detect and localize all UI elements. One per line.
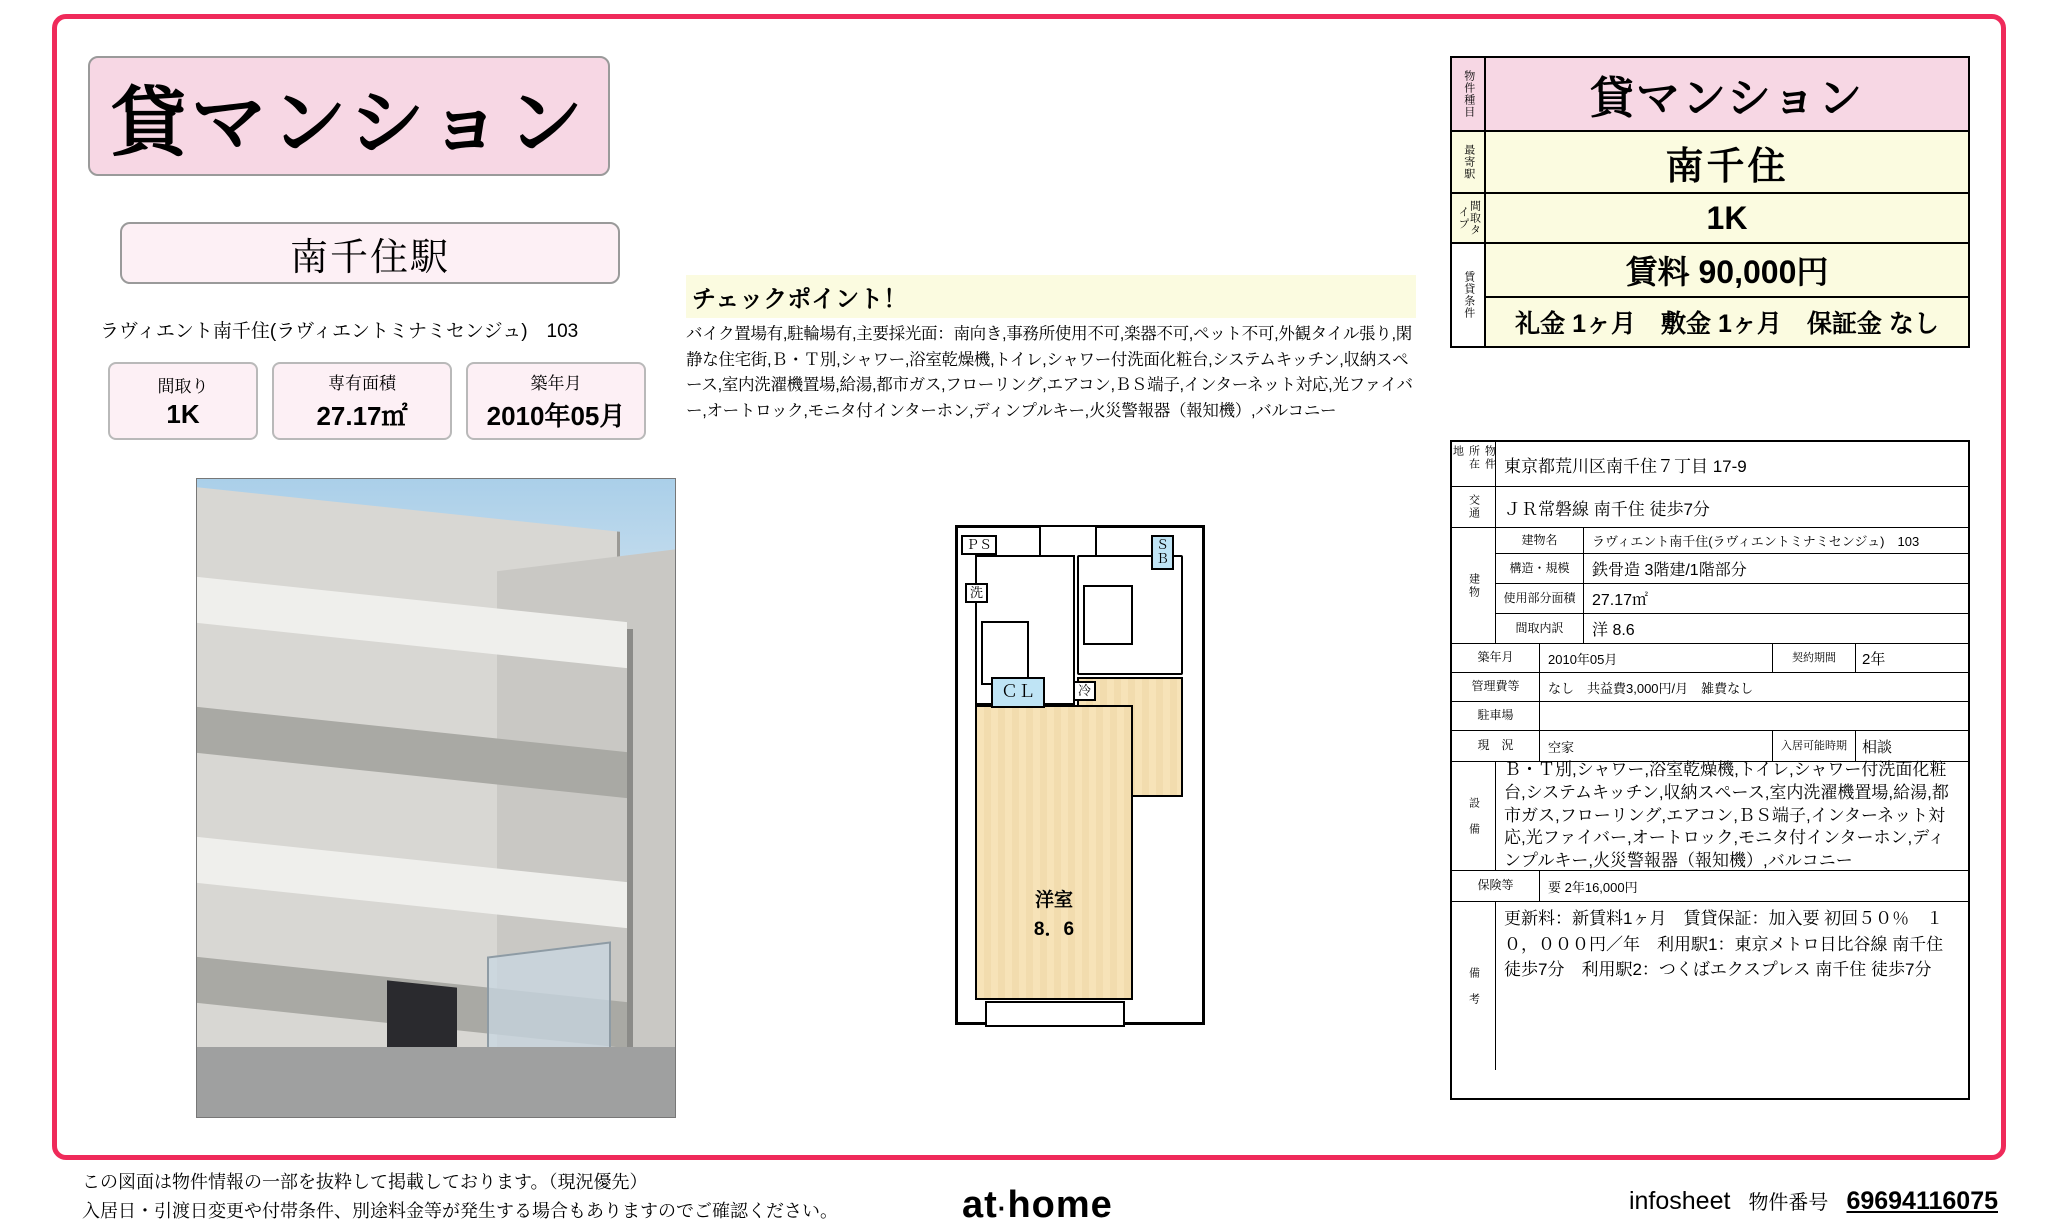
- checkpoint-body: バイク置場有,駐輪場有,主要採光面：南向き,事務所使用不可,楽器不可,ペット不可,外観タイル張り,閑静な住宅街,Ｂ・Ｔ別,シャワー,浴室乾燥機,トイレ,シャワー付洗面化粧台,システムキッチン,収納スペース,室内洗濯機置場,給湯,都市ガス,フローリング,エアコン,ＢＳ端子,インターネット対応,光ファイバー,オートロック,モニタ付インターホン,ディンプルキー,火災警報器（報知機）,バルコニー: [686, 325, 1413, 420]
- property-type-title: 貸マンション: [110, 80, 588, 166]
- spec-build-date-label: 築年月: [530, 374, 582, 393]
- summary-layout-label: 間取タイプ: [1452, 194, 1486, 242]
- summary-fees-row: [1486, 298, 1968, 346]
- details-row-year: [1452, 644, 1968, 673]
- details-structure-label: 構造・規模: [1496, 554, 1584, 583]
- summary-row-layout: [1452, 194, 1968, 244]
- summary-type-label: 物件種目: [1452, 58, 1486, 130]
- summary-rent-amount-row: [1486, 244, 1968, 298]
- details-address-value: 東京都荒川区南千住７丁目 17-9: [1504, 456, 1747, 476]
- details-area-row: [1496, 584, 1968, 614]
- floorplan-room-label: 洋室: [1034, 890, 1073, 911]
- summary-row-type: [1452, 58, 1968, 132]
- floorplan-sink: [981, 621, 1029, 685]
- details-row-insurance: [1452, 871, 1968, 902]
- details-layout-value: 洋 8.6: [1592, 622, 1635, 639]
- infosheet-footer: [1629, 1186, 1998, 1216]
- details-contract-label: 契約期間: [1772, 644, 1856, 672]
- photo-utility-pole: [627, 629, 633, 1049]
- footer-disclaimer-line1: この図面は物件情報の一部を抜粋して掲載しております。（現況優先）: [82, 1172, 648, 1192]
- details-insurance-value: 要 2年16,000円: [1548, 879, 1638, 895]
- spec-summary-row: [108, 362, 646, 440]
- details-remarks-label: 備 考: [1452, 902, 1496, 1070]
- summary-station-label: 最寄駅: [1452, 132, 1486, 192]
- floorplan-room-size: 8．6: [1033, 918, 1075, 940]
- details-movein-split: [1772, 731, 1968, 761]
- building-name-text: ラヴィエント南千住(ラヴィエントミナミセンジュ) 103: [100, 321, 579, 342]
- spec-layout-label: 間取り: [157, 377, 209, 396]
- details-status-label: 現 況: [1452, 731, 1540, 761]
- summary-type-value: 貸マンション: [1589, 74, 1865, 123]
- property-type-banner: [88, 56, 610, 176]
- infosheet-label: infosheet: [1628, 1187, 1731, 1215]
- property-no-label: 物件番号: [1748, 1192, 1829, 1214]
- summary-layout-value: 1K: [1706, 199, 1748, 236]
- checkpoint-title: チェックポイント！: [686, 275, 1416, 318]
- property-photo: [196, 478, 676, 1118]
- details-row-admin: [1452, 673, 1968, 702]
- details-layout-row: [1496, 614, 1968, 643]
- details-layout-label: 間取内訳: [1496, 614, 1584, 643]
- details-traffic-value: ＪＲ常磐線 南千住 徒歩7分: [1504, 499, 1710, 519]
- details-contract-split: [1772, 644, 1968, 672]
- details-table: [1450, 440, 1970, 1100]
- details-facilities-value: Ｂ・Ｔ別,シャワー,浴室乾燥機,トイレ,シャワー付洗面化粧台,システムキッチン,収納スペース,室内洗濯機置場,給湯,都市ガス,フローリング,エアコン,ＢＳ端子,インターネット対応,光ファイバー,オートロック,モニタ付インターホン,ディンプルキー,火災警報器（報知機）,バルコニー: [1504, 759, 1949, 871]
- details-building-name-row: [1496, 528, 1968, 554]
- details-building-label: 建物: [1452, 528, 1496, 643]
- spec-area-label: 専有面積: [328, 374, 396, 393]
- photo-ground: [197, 1047, 675, 1117]
- details-row-traffic: [1452, 487, 1968, 528]
- details-movein-value: 相談: [1862, 738, 1893, 756]
- floorplan-tag-fridge: 冷: [1073, 681, 1096, 701]
- summary-station-value: 南千住: [1665, 145, 1789, 188]
- floorplan: [955, 525, 1205, 1025]
- spec-area: [272, 362, 452, 440]
- summary-rent-label: 賃貸条件: [1452, 244, 1486, 346]
- footer-disclaimer: [82, 1168, 838, 1226]
- details-parking-value: [1540, 702, 1968, 730]
- floorplan-tag-sb: Ｓ Ｂ: [1151, 535, 1174, 570]
- details-building-name-value: ラヴィエント南千住(ラヴィエントミナミセンジュ) 103: [1592, 534, 1920, 549]
- floorplan-room-text: [977, 887, 1131, 944]
- summary-row-rent: [1452, 244, 1968, 346]
- details-area-label: 使用部分面積: [1496, 584, 1584, 613]
- summary-rent-value: 賃料 90,000円: [1625, 254, 1829, 290]
- details-facilities-label: 設 備: [1452, 762, 1496, 870]
- details-remarks-value: 更新料：新賃料1ヶ月 賃貸保証：加入要 初回５０％ １０，０００円／年 利用駅1：東京メトロ日比谷線 南千住 徒歩7分 利用駅2：つくばエクスプレス 南千住 徒歩7分: [1504, 909, 1944, 979]
- details-row-parking: [1452, 702, 1968, 731]
- summary-fees-value: 礼金 1ヶ月 敷金 1ヶ月 保証金 なし: [1515, 310, 1939, 338]
- nearest-station-banner: [120, 222, 620, 284]
- details-admin-label: 管理費等: [1452, 673, 1540, 701]
- summary-rent-stack: [1486, 244, 1968, 346]
- details-row-facilities: [1452, 759, 1968, 871]
- details-insurance-label: 保険等: [1452, 871, 1540, 901]
- floorplan-entrance: [1039, 525, 1097, 557]
- details-movein-label: 入居可能時期: [1772, 731, 1856, 761]
- details-traffic-label: 交通: [1452, 487, 1496, 527]
- details-building-block: [1452, 528, 1968, 644]
- details-row-remarks: [1452, 902, 1968, 1070]
- athome-logo: at·home: [962, 1184, 1113, 1226]
- details-address-label: 物件所在地: [1452, 442, 1496, 486]
- floorplan-bathtub: [1083, 585, 1133, 645]
- details-row-status: [1452, 731, 1968, 762]
- floorplan-balcony: [985, 1001, 1125, 1027]
- floorplan-tag-closet: ＣＬ: [991, 677, 1045, 708]
- spec-area-value: 27.17㎡: [316, 401, 408, 431]
- details-admin-value: なし 共益費3,000円/月 雑費なし: [1548, 680, 1754, 696]
- summary-row-station: [1452, 132, 1968, 194]
- floorplan-tag-ps: ＰＳ: [961, 535, 997, 555]
- details-status-value: 空家: [1548, 739, 1575, 755]
- details-contract-value: 2年: [1862, 650, 1886, 668]
- floorplan-main-room: [975, 705, 1133, 1000]
- details-area-value: 27.17㎡: [1592, 592, 1649, 609]
- details-building-rows: [1496, 528, 1968, 643]
- spec-layout: [108, 362, 258, 440]
- nearest-station-label: 南千住駅: [289, 236, 450, 279]
- details-structure-value: 鉄骨造 3階建/1階部分: [1592, 562, 1747, 579]
- details-year-label: 築年月: [1452, 644, 1540, 672]
- summary-table: [1450, 56, 1970, 348]
- spec-build-date-value: 2010年05月: [486, 401, 626, 431]
- property-no-value: 69694116075: [1846, 1187, 1998, 1215]
- floorplan-tag-washer: 洗: [965, 583, 988, 603]
- details-parking-label: 駐車場: [1452, 702, 1540, 730]
- spec-build-date: [466, 362, 646, 440]
- details-structure-row: [1496, 554, 1968, 584]
- details-row-address: [1452, 442, 1968, 487]
- spec-layout-value: 1K: [166, 399, 200, 429]
- details-year-value: 2010年05月: [1548, 651, 1618, 667]
- footer-disclaimer-line2: 入居日・引渡日変更や付帯条件、別途料金等が発生する場合もありますのでご確認ください。: [82, 1200, 838, 1221]
- details-building-name-label: 建物名: [1496, 528, 1584, 553]
